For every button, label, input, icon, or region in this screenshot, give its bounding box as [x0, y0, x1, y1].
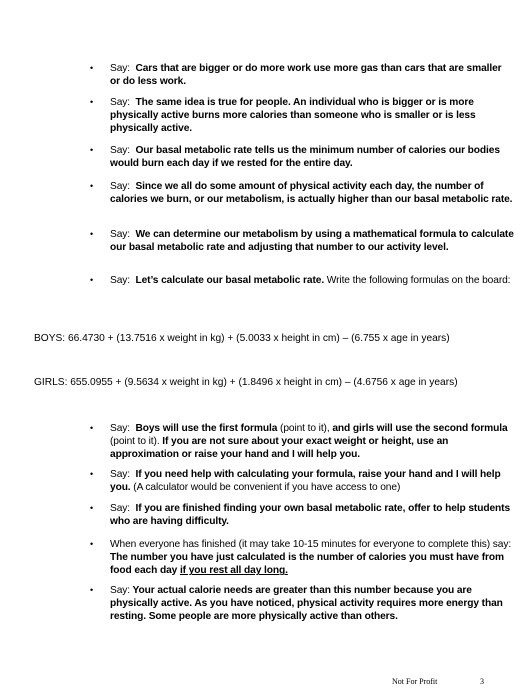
bullet-marker: • — [90, 585, 94, 595]
say-prefix: Say: — [110, 229, 130, 240]
bullet-marker: • — [90, 181, 94, 191]
bullet-item-6 — [110, 274, 514, 287]
bullet-normal-text: (point to it), — [277, 423, 333, 434]
bullet-bold-text: If you need help with calculating your formula, raise your hand and I will help you. — [110, 469, 501, 494]
say-prefix: Say: — [110, 585, 130, 596]
bullet-normal-text: (point to it). — [110, 436, 163, 448]
bullet-bold-text: Your actual calorie needs are greater than this number because you are physically active. As you have noticed, physical activity requires more energy than resting. Some people are more physically active than others. — [110, 585, 503, 623]
say-prefix: Say: — [110, 503, 130, 514]
bullet-marker: • — [90, 145, 94, 155]
say-prefix: Say: — [110, 423, 130, 434]
bullet-item-2 — [110, 96, 514, 136]
say-prefix: Say: — [110, 469, 130, 480]
bullet-item-10 — [110, 538, 514, 578]
formula-boys: BOYS: 66.4730 + (13.7516 x weight in kg) + (5.0033 x height in cm) – (6.755 x age in years) — [34, 333, 450, 344]
bullet-marker: • — [90, 423, 94, 433]
bullet-bold-text: Cars that are bigger or do more work use more gas than cars that are smaller or do less work. — [110, 63, 502, 88]
bullet-normal-text: Write the following formulas on the board: — [324, 275, 511, 286]
bullet-bold-text: Our basal metabolic rate tells us the minimum number of calories our bodies would burn each day if we rested for the entire day. — [110, 145, 500, 170]
bullet-normal-text: (A calculator would be convenient if you have access to one) — [130, 482, 401, 494]
formula-girls: GIRLS: 655.0955 + (9.5634 x weight in kg) + (1.8496 x height in cm) – (4.6756 x age in years) — [34, 377, 458, 388]
bullet-bold-text: Let’s calculate our basal metabolic rate. — [135, 275, 325, 286]
say-prefix: Say: — [110, 63, 130, 74]
bullet-item-11 — [110, 584, 514, 624]
bullet-item-3 — [110, 144, 514, 170]
bullet-marker: • — [90, 63, 94, 73]
say-prefix: Say: — [110, 145, 130, 156]
bullet-bold-text: If you are finished finding your own basal metabolic rate, offer to help students who are having difficulty. — [110, 503, 511, 528]
bullet-bold-text: and girls will use the second formula — [332, 423, 508, 434]
bullet-marker: • — [90, 229, 94, 239]
say-prefix: Say: — [110, 275, 130, 286]
page-number: 3 — [480, 677, 484, 686]
say-prefix: Say: — [110, 97, 130, 108]
bullet-item-4 — [110, 180, 514, 206]
footer-note: Not For Profit — [392, 677, 438, 686]
bullet-bold-text: The same idea is true for people. An individual who is bigger or is more physically active burns more calories than someone who is smaller or is less physically active. — [110, 97, 476, 135]
say-prefix: Say: — [110, 181, 130, 192]
bullet-bold-text: The number you have just calculated is the number of calories you must have from food each day — [110, 552, 504, 577]
bullet-item-7 — [110, 422, 514, 462]
bullet-item-9 — [110, 502, 514, 528]
bullet-bold-text: Boys will use the first formula — [135, 423, 278, 434]
bullet-marker: • — [90, 539, 94, 549]
bullet-normal-text: When everyone has finished (it may take 10-15 minutes for everyone to complete this) say: — [110, 539, 512, 550]
bullet-marker: • — [90, 275, 94, 285]
bullet-item-8 — [110, 468, 514, 494]
bullet-bold-text: If you are not sure about your exact weight or height, use an approximation or raise your hand and I will help you. — [110, 436, 449, 461]
bullet-marker: • — [90, 503, 94, 513]
bullet-bold-text: We can determine our metabolism by using a mathematical formula to calculate our basal metabolic rate and adjusting that number to our activity level. — [110, 229, 514, 254]
bullet-marker: • — [90, 97, 94, 107]
bullet-marker: • — [90, 469, 94, 479]
bullet-item-5 — [110, 228, 514, 254]
bullet-item-1 — [110, 62, 514, 88]
bullet-bold-text: Since we all do some amount of physical activity each day, the number of calories we burn, or our metabolism, is actually higher than our basal metabolic rate. — [110, 181, 513, 206]
bullet-underlined-text: if you rest all day long. — [179, 565, 288, 577]
